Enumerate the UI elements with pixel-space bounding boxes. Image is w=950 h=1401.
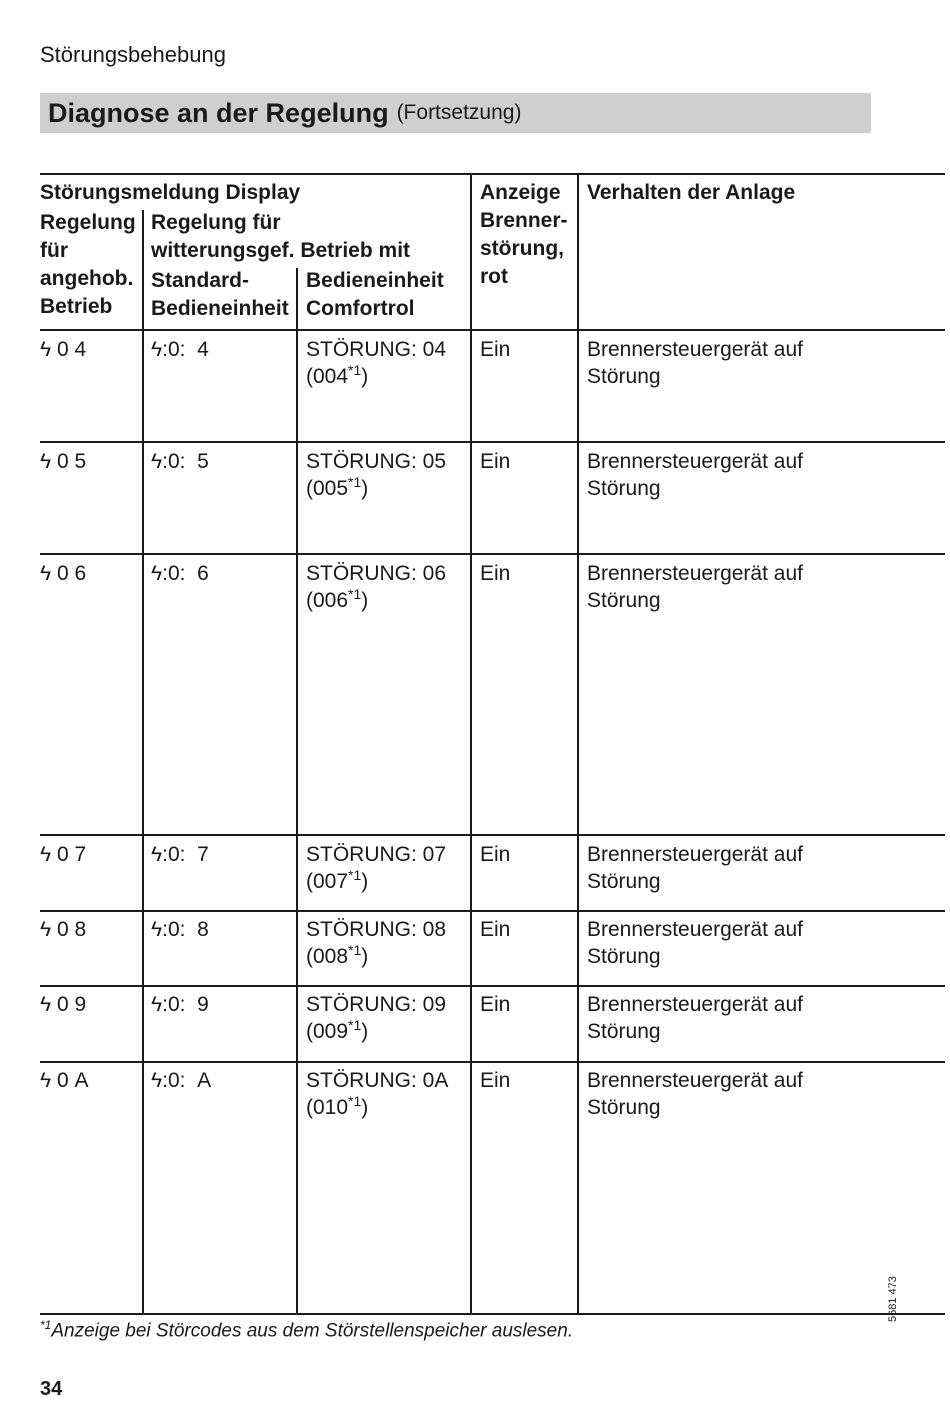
system-behaviour-line: Störung <box>587 365 661 388</box>
system-behaviour-line: Störung <box>587 1096 661 1119</box>
cell-burner-fault-indicator: Ein <box>480 993 511 1016</box>
memory-code-value: (005 <box>306 477 349 500</box>
cell-raised-operation-code: ϟ 0 6 <box>40 562 87 585</box>
cell-burner-fault-indicator: Ein <box>480 562 511 585</box>
footnote-reference: *1 <box>348 474 362 490</box>
header-comfortrol-unit: Bedieneinheit Comfortrol <box>306 269 444 320</box>
header-burner-fault-indicator: Anzeige Brenner- störung, rot <box>480 181 568 288</box>
system-behaviour-line: Brennersteuergerät auf <box>587 843 803 866</box>
header-system-behaviour: Verhalten der Anlage <box>587 181 796 204</box>
system-behaviour-line: Brennersteuergerät auf <box>587 450 803 473</box>
cell-burner-fault-indicator: Ein <box>480 1069 511 1092</box>
system-behaviour-line: Störung <box>587 477 661 500</box>
system-behaviour-line: Brennersteuergerät auf <box>587 993 803 1016</box>
footnote-marker: *1 <box>40 1318 52 1332</box>
memory-code-value: (010 <box>306 1096 349 1119</box>
memory-code-value: (008 <box>306 945 349 968</box>
comfortrol-memory-code <box>306 587 446 614</box>
row-rule <box>40 834 945 836</box>
footnote-reference: *1 <box>348 942 362 958</box>
cell-system-behaviour <box>587 916 803 970</box>
system-behaviour-line: Brennersteuergerät auf <box>587 338 803 361</box>
cell-raised-operation-code: ϟ 0 8 <box>40 918 87 941</box>
title-bar <box>40 93 871 133</box>
cell-burner-fault-indicator: Ein <box>480 918 511 941</box>
page-title: Diagnose an der Regelung <box>48 97 389 128</box>
system-behaviour-line: Brennersteuergerät auf <box>587 1069 803 1092</box>
memory-code-close: ) <box>361 589 369 612</box>
system-behaviour-line: Störung <box>587 589 661 612</box>
header-fault-display: Störungsmeldung Display <box>40 181 301 204</box>
cell-raised-operation-code: ϟ 0 5 <box>40 450 87 473</box>
comfortrol-message-line: STÖRUNG: 0A <box>306 1069 449 1092</box>
memory-code-value: (009 <box>306 1020 349 1043</box>
cell-raised-operation-code: ϟ 0 A <box>40 1069 89 1092</box>
comfortrol-message-line: STÖRUNG: 09 <box>306 993 447 1016</box>
memory-code-value: (006 <box>306 589 349 612</box>
row-rule <box>40 1061 945 1063</box>
cell-comfortrol-message <box>306 916 446 970</box>
cell-standard-unit-code: ϟ:0: 9 <box>151 993 209 1016</box>
footnote-reference: *1 <box>348 867 362 883</box>
system-behaviour-line: Störung <box>587 1020 661 1043</box>
cell-comfortrol-message <box>306 1067 448 1121</box>
cell-standard-unit-code: ϟ:0: 7 <box>151 843 209 866</box>
page-title-suffix: (Fortsetzung) <box>396 101 522 124</box>
comfortrol-message-line: STÖRUNG: 06 <box>306 562 447 585</box>
comfortrol-message-line: STÖRUNG: 05 <box>306 450 447 473</box>
memory-code-value: (007 <box>306 870 349 893</box>
footnote-reference: *1 <box>348 1093 362 1109</box>
cell-system-behaviour <box>587 841 803 895</box>
system-behaviour-line: Störung <box>587 945 661 968</box>
cell-comfortrol-message <box>306 336 446 390</box>
system-behaviour-line: Brennersteuergerät auf <box>587 562 803 585</box>
cell-standard-unit-code: ϟ:0: 8 <box>151 918 209 941</box>
comfortrol-memory-code <box>306 1094 448 1121</box>
cell-system-behaviour <box>587 1067 803 1121</box>
cell-comfortrol-message <box>306 560 446 614</box>
memory-code-close: ) <box>361 477 369 500</box>
memory-code-value: (004 <box>306 365 349 388</box>
comfortrol-memory-code <box>306 363 446 390</box>
footnote <box>40 1318 573 1342</box>
system-behaviour-line: Brennersteuergerät auf <box>587 918 803 941</box>
cell-standard-unit-code: ϟ:0: 6 <box>151 562 209 585</box>
section-label: Störungsbehebung <box>40 42 226 67</box>
comfortrol-memory-code <box>306 868 446 895</box>
header-raised-operation: Regelung für angehob. Betrieb <box>40 211 136 318</box>
cell-standard-unit-code: ϟ:0: 4 <box>151 338 209 361</box>
memory-code-close: ) <box>361 1096 369 1119</box>
memory-code-close: ) <box>361 945 369 968</box>
system-behaviour-line: Störung <box>587 870 661 893</box>
footnote-reference: *1 <box>348 1017 362 1033</box>
cell-system-behaviour <box>587 991 803 1045</box>
memory-code-close: ) <box>361 870 369 893</box>
footnote-text: Anzeige bei Störcodes aus dem Störstellenspeicher auslesen. <box>51 1320 574 1342</box>
footnote-reference: *1 <box>348 362 362 378</box>
header-weather-compensated: Regelung für witterungsgef. Betrieb mit <box>151 211 411 262</box>
cell-standard-unit-code: ϟ:0: 5 <box>151 450 209 473</box>
cell-raised-operation-code: ϟ 0 4 <box>40 338 87 361</box>
comfortrol-memory-code <box>306 475 446 502</box>
header-standard-unit: Standard- Bedieneinheit <box>151 269 289 320</box>
cell-standard-unit-code: ϟ:0: A <box>151 1069 212 1092</box>
page-number: 34 <box>40 1378 63 1400</box>
table-top-rule <box>40 173 945 175</box>
col-divider-4 <box>577 173 579 1314</box>
cell-comfortrol-message <box>306 448 446 502</box>
cell-burner-fault-indicator: Ein <box>480 338 511 361</box>
row-rule <box>40 985 945 987</box>
comfortrol-memory-code <box>306 1018 446 1045</box>
comfortrol-message-line: STÖRUNG: 04 <box>306 338 447 361</box>
cell-burner-fault-indicator: Ein <box>480 843 511 866</box>
row-rule <box>40 441 945 443</box>
col-divider-3 <box>470 173 472 1314</box>
cell-comfortrol-message <box>306 841 446 895</box>
cell-system-behaviour <box>587 560 803 614</box>
memory-code-close: ) <box>361 365 369 388</box>
row-rule <box>40 553 945 555</box>
cell-comfortrol-message <box>306 991 446 1045</box>
comfortrol-message-line: STÖRUNG: 08 <box>306 918 447 941</box>
footnote-reference: *1 <box>348 586 362 602</box>
col-divider-2 <box>296 268 298 1314</box>
row-rule <box>40 910 945 912</box>
header-bottom-rule <box>40 329 945 331</box>
comfortrol-message-line: STÖRUNG: 07 <box>306 843 447 866</box>
cell-system-behaviour <box>587 448 803 502</box>
cell-system-behaviour <box>587 336 803 390</box>
cell-raised-operation-code: ϟ 0 9 <box>40 993 87 1016</box>
cell-raised-operation-code: ϟ 0 7 <box>40 843 87 866</box>
comfortrol-memory-code <box>306 943 446 970</box>
table-bottom-rule <box>40 1313 945 1315</box>
col-divider-1 <box>142 210 144 1314</box>
memory-code-close: ) <box>361 1020 369 1043</box>
cell-burner-fault-indicator: Ein <box>480 450 511 473</box>
document-number: 5681 473 <box>887 1276 899 1322</box>
